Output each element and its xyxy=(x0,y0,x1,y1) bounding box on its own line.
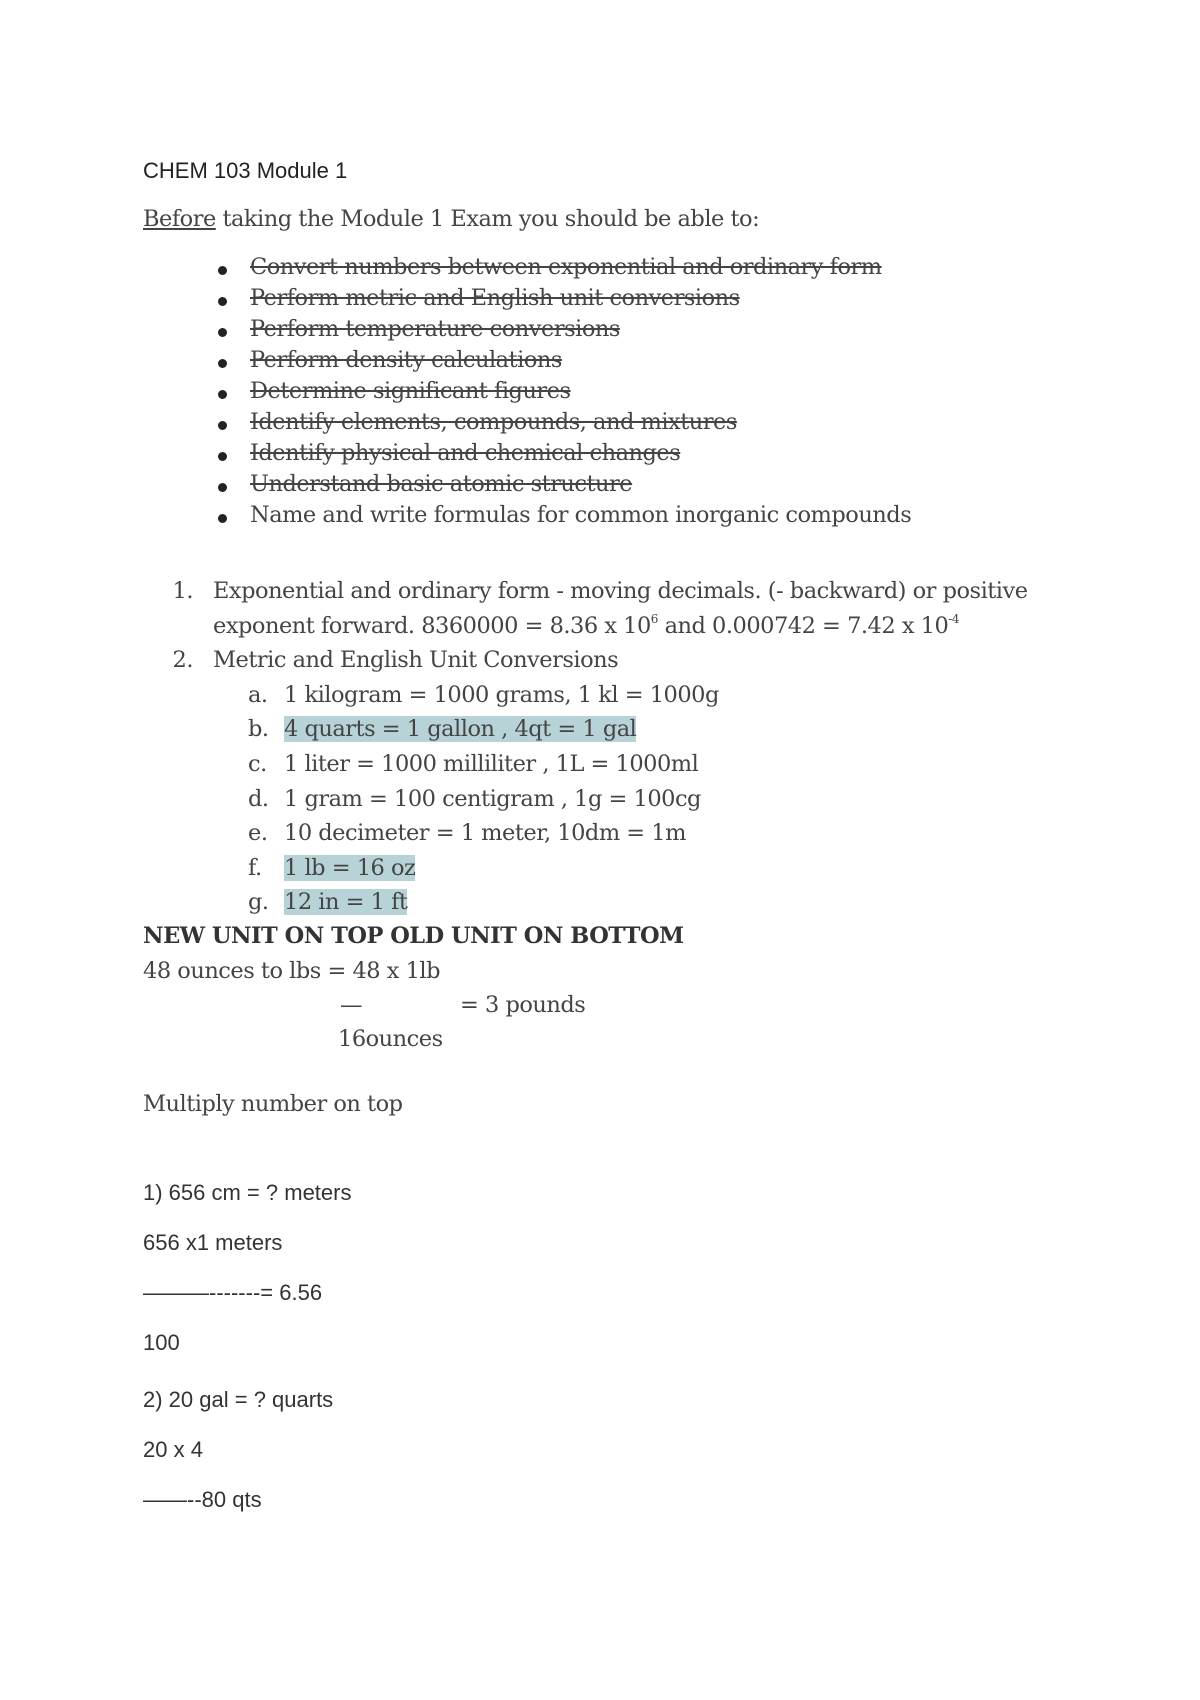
list-number: 2. xyxy=(172,647,193,673)
problem-line: 1) 656 cm = ? meters xyxy=(143,1180,352,1205)
list-letter: a. xyxy=(248,682,268,708)
bullet-icon xyxy=(218,452,227,461)
bullet-icon xyxy=(218,390,227,399)
intro-underlined: Before xyxy=(143,206,216,232)
objective-text: Determine significant figures xyxy=(250,378,571,404)
problem-line: 656 x1 meters xyxy=(143,1230,283,1255)
bullet-icon xyxy=(218,328,227,337)
conversion-text: 10 decimeter = 1 meter, 10dm = 1m xyxy=(284,820,686,846)
objective-text: Name and write formulas for common inorganic compounds xyxy=(250,502,912,528)
conversion-text: 1 liter = 1000 milliliter , 1L = 1000ml xyxy=(284,751,699,777)
section2-title: Metric and English Unit Conversions xyxy=(213,647,619,673)
list-letter: e. xyxy=(248,820,268,846)
bullet-icon xyxy=(218,514,227,523)
list-letter: d. xyxy=(248,786,269,812)
objective-text: Identify physical and chemical changes xyxy=(250,440,681,466)
objective-text: Convert numbers between exponential and ordinary form xyxy=(250,254,882,280)
objective-text: Understand basic atomic structure xyxy=(250,471,633,497)
conversion-text: 1 gram = 100 centigram , 1g = 100cg xyxy=(284,786,701,812)
section1-line2 xyxy=(213,613,959,639)
bullet-icon xyxy=(218,421,227,430)
problem-line: ———-------= 6.56 xyxy=(143,1280,323,1305)
list-letter: c. xyxy=(248,751,267,777)
section1-text-a: exponent forward. 8360000 = 8.36 x 10 xyxy=(213,613,651,639)
conversion-text-highlighted: 4 quarts = 1 gallon , 4qt = 1 gal xyxy=(284,716,637,742)
rule-heading: NEW UNIT ON TOP OLD UNIT ON BOTTOM xyxy=(143,923,684,949)
list-number: 1. xyxy=(172,578,193,604)
exponent: -4 xyxy=(948,612,959,626)
problem-line: 100 xyxy=(143,1330,180,1355)
bullet-icon xyxy=(218,297,227,306)
example-denominator: 16ounces xyxy=(338,1026,443,1052)
objective-text: Perform density calculations xyxy=(250,347,562,373)
conversion-text: 1 kilogram = 1000 grams, 1 kl = 1000g xyxy=(284,682,719,708)
list-letter: b. xyxy=(248,716,269,742)
conversion-text-highlighted: 1 lb = 16 oz xyxy=(284,855,416,881)
list-letter: g. xyxy=(248,889,269,915)
bullet-icon xyxy=(218,266,227,275)
fraction-bar: — xyxy=(340,992,362,1018)
bullet-icon xyxy=(218,483,227,492)
intro-rest: taking the Module 1 Exam you should be able to: xyxy=(215,206,760,232)
exponent: 6 xyxy=(650,612,658,626)
objective-text: Identify elements, compounds, and mixtures xyxy=(250,409,737,435)
section1-line1: Exponential and ordinary form - moving decimals. (- backward) or positive xyxy=(213,578,1028,604)
example-line: 48 ounces to lbs = 48 x 1lb xyxy=(143,958,441,984)
problem-line: 2) 20 gal = ? quarts xyxy=(143,1387,334,1412)
bullet-icon xyxy=(218,359,227,368)
problem-line: ——--80 qts xyxy=(143,1487,262,1512)
document-title: CHEM 103 Module 1 xyxy=(143,158,348,183)
intro-line xyxy=(143,206,759,232)
conversion-text-highlighted: 12 in = 1 ft xyxy=(284,889,408,915)
list-letter: f. xyxy=(248,855,262,881)
objective-text: Perform metric and English unit conversions xyxy=(250,285,740,311)
problem-line: 20 x 4 xyxy=(143,1437,203,1462)
objective-text: Perform temperature conversions xyxy=(250,316,620,342)
example-result: = 3 pounds xyxy=(460,992,586,1018)
section1-text-b: and 0.000742 = 7.42 x 10 xyxy=(657,613,949,639)
tip-text: Multiply number on top xyxy=(143,1091,403,1117)
